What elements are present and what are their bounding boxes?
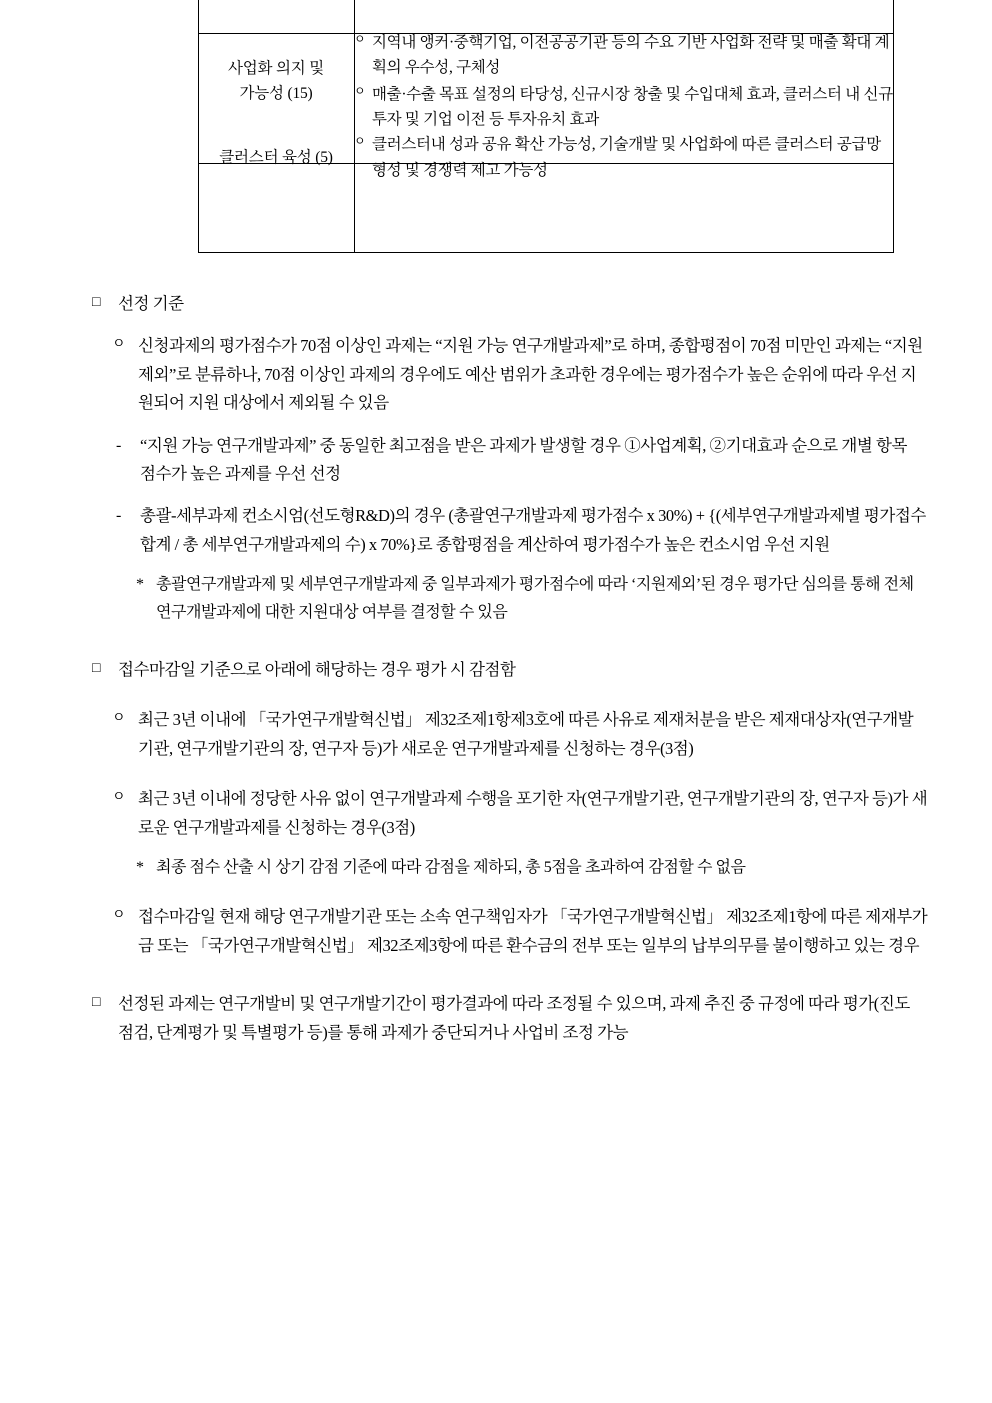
- table-cell-label: [198, 30, 354, 132]
- section-heading-selection-criteria: [92, 290, 918, 318]
- table-cell-label-line2: 가능성 (15): [239, 85, 313, 103]
- hollow-circle-icon: ㅇ: [354, 134, 366, 149]
- hollow-circle-icon: ㅇ: [354, 32, 366, 46]
- hollow-circle-icon: ㅇ: [112, 711, 126, 727]
- table-cell-body: [354, 30, 894, 132]
- table-hline-bottom: [198, 252, 894, 253]
- paragraph-text: 선정된 과제는 연구개발비 및 연구개발기간이 평가결과에 따라 조정될 수 있으며, 과제 추진 중 규정에 따라 평가(진도점검, 단계평가 및 특별평가 등)를 통해 과제가 중단되거나 사업비 조정 가능: [118, 994, 910, 1042]
- hollow-circle-icon: ㅇ: [354, 84, 366, 99]
- list-item: [354, 82, 894, 132]
- list-item-text: 매출·수출 목표 설정의 타당성, 신규시장 창출 및 수입대체 효과, 클러스터 내 신규투자 및 기업 이전 등 투자유치 효과: [372, 86, 893, 129]
- paragraph-text: 총괄-세부과제 컨소시엄(선도형R&D)의 경우 (총괄연구개발과제 평가점수 x 30%) + {(세부연구개발과제별 평가접수 합계 / 총 세부연구개발과제의 수) x 70%}로 종합평점을 계산하여 평가점수가 높은 컨소시엄 우선 지원: [140, 506, 926, 554]
- paragraph-text: “지원 가능 연구개발과제” 중 동일한 최고점을 받은 과제가 발생할 경우 ①사업계획, ②기대효과 순으로 개별 항목 점수가 높은 과제를 우선 선정: [140, 435, 907, 483]
- list-item-text: 클러스터내 성과 공유 확산 가능성, 기술개발 및 사업화에 따른 클러스터 공급망 형성 및 경쟁력 제고 가능성: [372, 136, 881, 179]
- table-row-partial: [198, 0, 894, 30]
- paragraph-sanction-case: [112, 706, 928, 763]
- note-exclusion-review: [136, 571, 922, 626]
- list-item: [354, 132, 894, 182]
- paragraph-text: 신청과제의 평가점수가 70점 이상인 과제는 “지원 가능 연구개발과제”로 하며, 종합평점이 70점 미만인 과제는 “지원제외”로 분류하나, 70점 이상인 과제의 경우에도 예산 범위가 초과한 경우에는 평가점수가 높은 순위에 따라 우선 지원되어 지원 대상에서 제외될 수 있음: [138, 336, 923, 413]
- section-heading-text: 접수마감일 기준으로 아래에 해당하는 경우 평가 시 감점함: [118, 660, 516, 680]
- paragraph-text: 최근 3년 이내에 정당한 사유 없이 연구개발과제 수행을 포기한 자(연구개발기관, 연구개발기관의 장, 연구자 등)가 새로운 연구개발과제를 신청하는 경우(3점): [138, 789, 928, 837]
- paragraph-score-threshold: [112, 332, 928, 417]
- dash-bullet-icon: -: [116, 436, 121, 454]
- square-bullet-icon: □: [92, 295, 101, 310]
- hollow-circle-icon: ㅇ: [112, 790, 126, 806]
- paragraph-tie-break: [116, 432, 926, 489]
- paragraph-consortium-formula: [116, 502, 926, 559]
- section-heading-deduction: [92, 656, 918, 684]
- paragraph-abandon-case: [112, 785, 928, 842]
- square-bullet-icon: □: [92, 995, 101, 1011]
- paragraph-text: 최근 3년 이내에 「국가연구개발혁신법」 제32조제1항제3호에 따른 사유로 제재처분을 받은 제재대상자(연구개발기관, 연구개발기관의 장, 연구자 등)가 새로운 연구개발과제를 신청하는 경우(3점): [138, 710, 914, 758]
- dash-bullet-icon: -: [116, 507, 121, 525]
- list-item: [354, 30, 894, 80]
- square-bullet-icon: □: [92, 661, 101, 677]
- section-heading-text: 선정 기준: [118, 294, 184, 313]
- table-cell-body: [354, 132, 894, 182]
- paragraph-unpaid-obligation: [112, 903, 928, 960]
- paragraph-text: 접수마감일 현재 해당 연구개발기관 또는 소속 연구책임자가 「국가연구개발혁신법」 제32조제1항에 따른 제재부가금 또는 「국가연구개발혁신법」 제32조제3항에 따른 환수금의 전부 또는 일부의 납부의무를 불이행하고 있는 경우: [138, 907, 928, 955]
- note-text: 최종 점수 산출 시 상기 감점 기준에 따라 감점을 제하되, 총 5점을 초과하여 감점할 수 없음: [156, 858, 746, 876]
- note-max-deduction: [136, 854, 922, 882]
- table-cell-label-line1: 클러스터 육성 (5): [219, 148, 333, 166]
- criteria-list: [354, 132, 894, 182]
- table-cell-label: [198, 132, 354, 182]
- paragraph-adjustment-notice: [92, 990, 918, 1047]
- asterisk-icon: *: [136, 858, 144, 876]
- hollow-circle-icon: ㅇ: [112, 337, 126, 353]
- table-cell-label-empty: [198, 0, 354, 30]
- note-text: 총괄연구개발과제 및 세부연구개발과제 중 일부과제가 평가점수에 따라 ‘지원제외’된 경우 평가단 심의를 통해 전체 연구개발과제에 대한 지원대상 여부를 결정할 수 있음: [156, 576, 914, 621]
- table-row: [198, 30, 894, 132]
- asterisk-icon: *: [136, 576, 144, 593]
- table-row: [198, 132, 894, 182]
- list-item-text: 지역내 앵커·중핵기업, 이전공공기관 등의 수요 기반 사업화 전략 및 매출 확대 계획의 우수성, 구체성: [372, 34, 890, 77]
- table-cell-label-line1: 사업화 의지 및: [228, 59, 324, 77]
- table-cell-body-empty: [354, 0, 894, 30]
- hollow-circle-icon: ㅇ: [112, 908, 126, 924]
- criteria-list: [354, 30, 894, 132]
- document-body: [0, 270, 992, 1053]
